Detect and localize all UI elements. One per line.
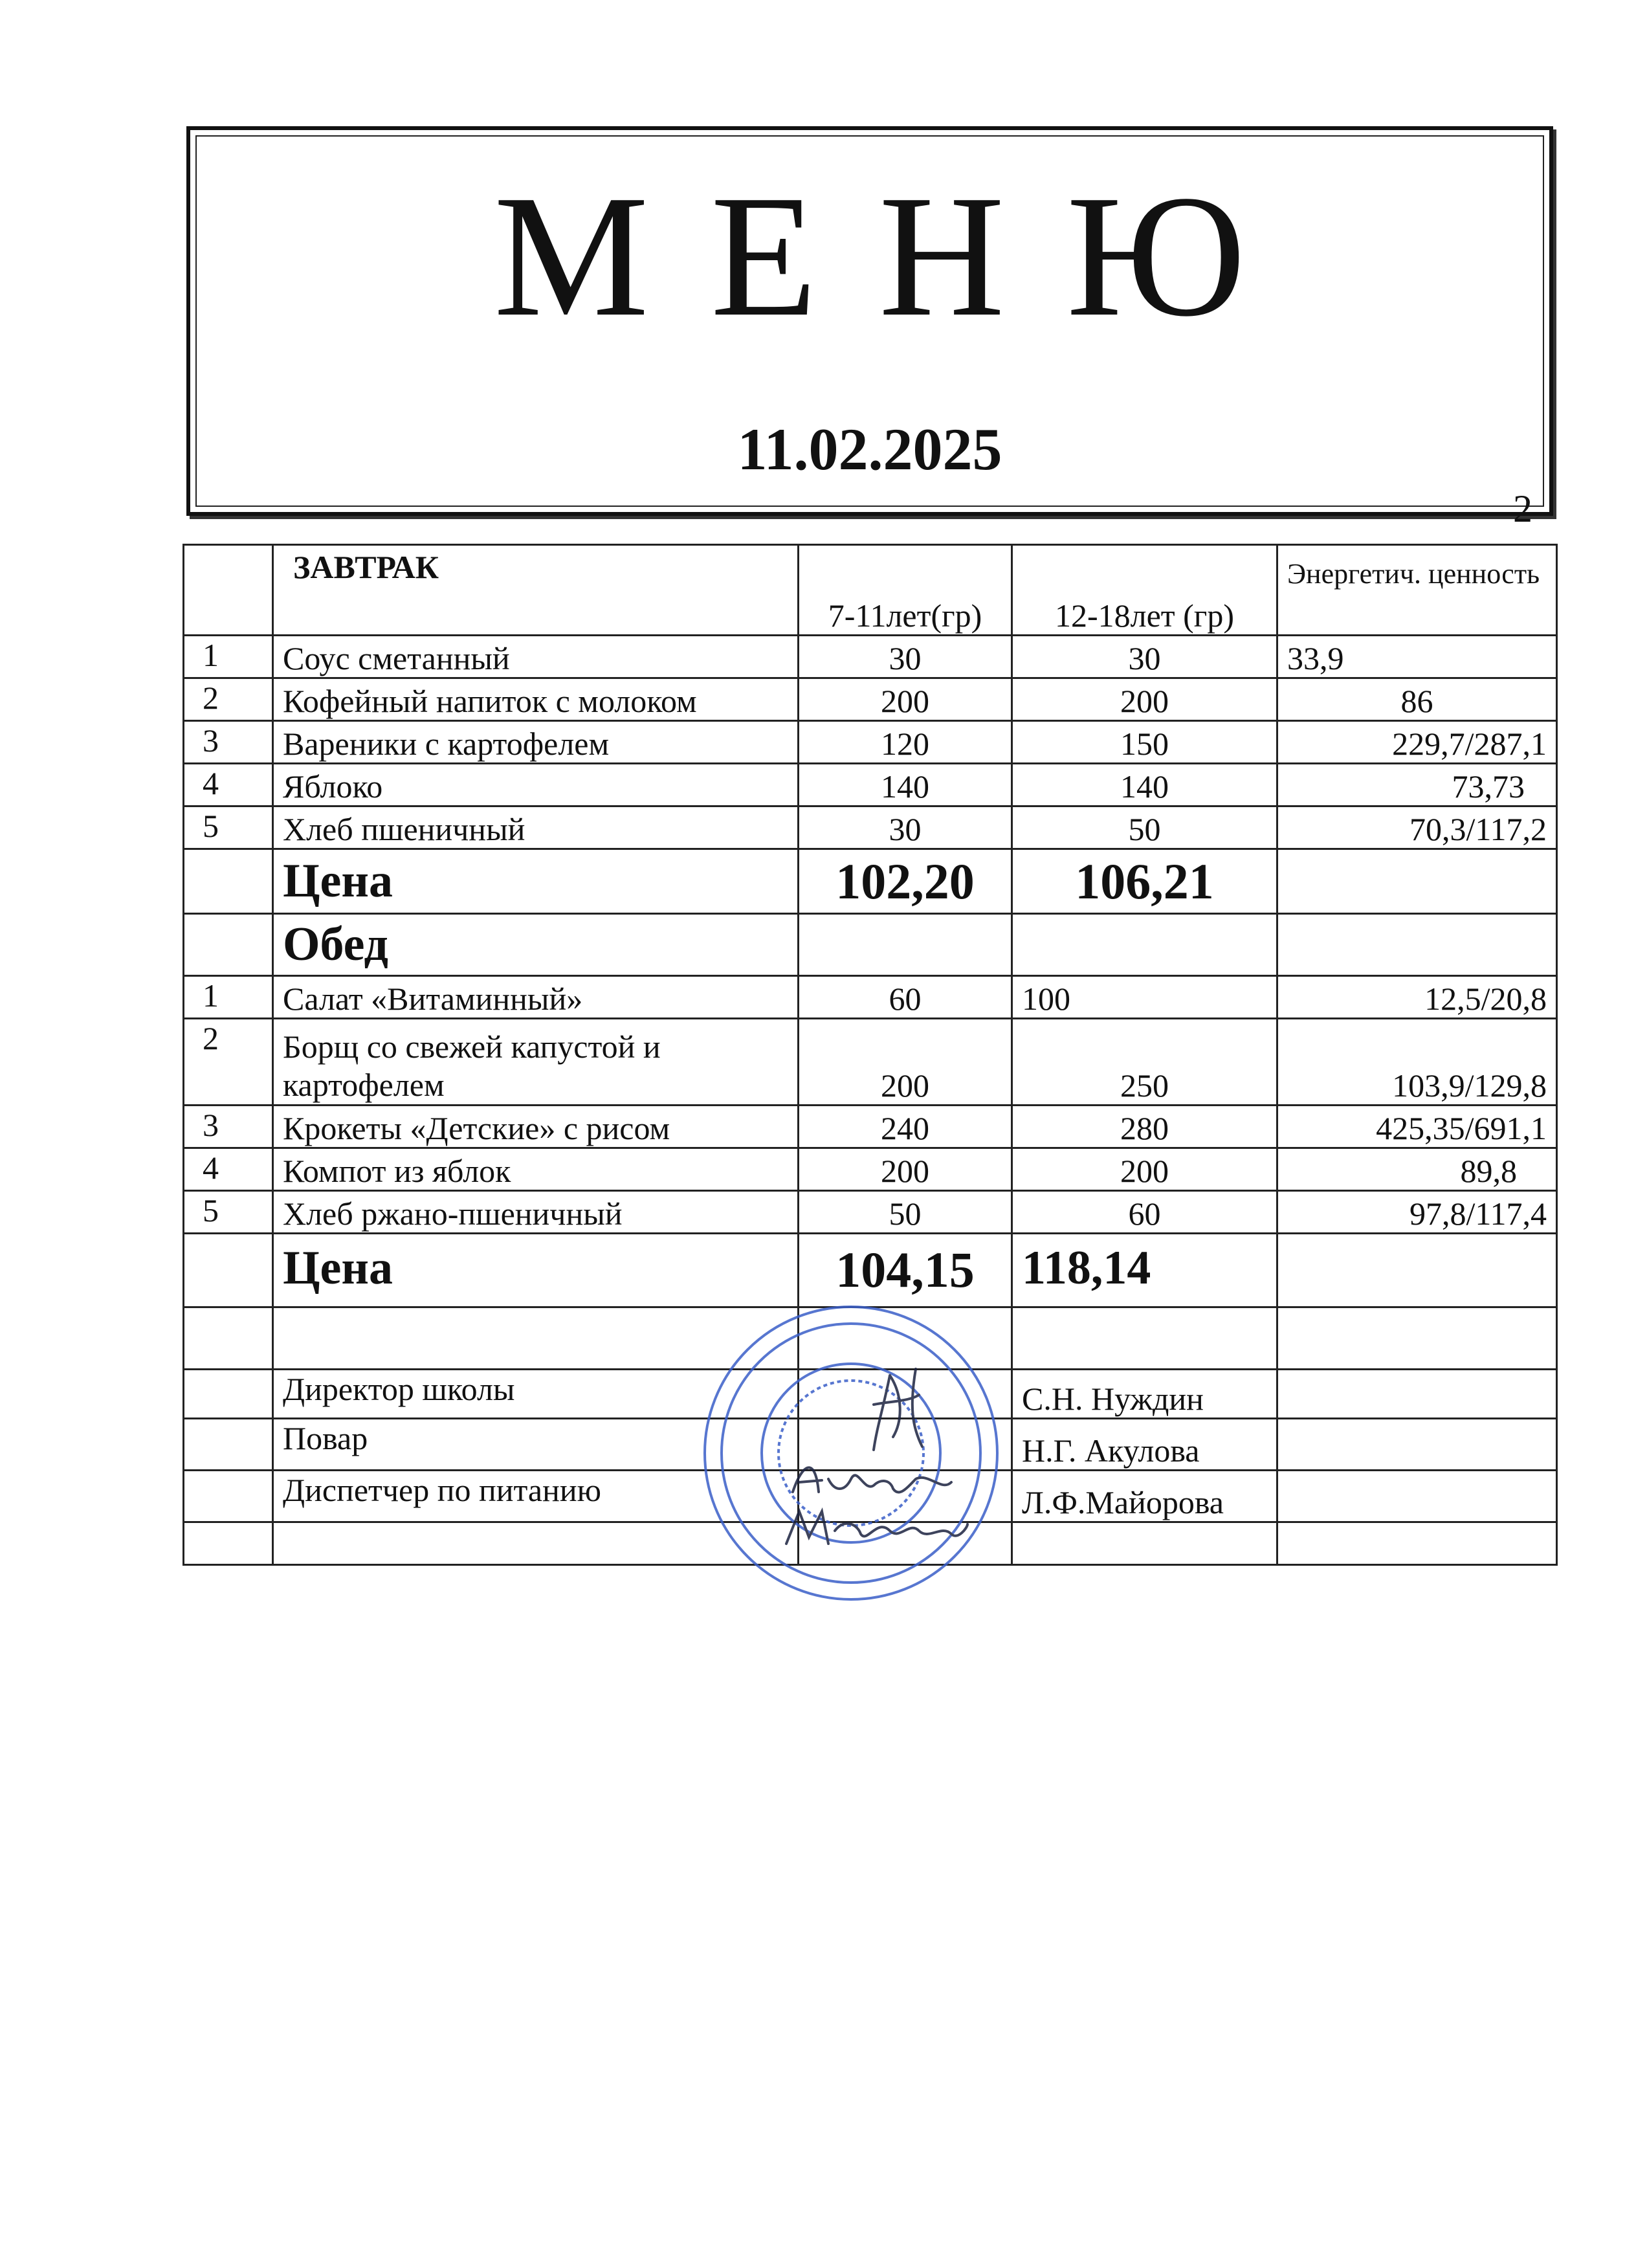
portion-12-18: 250 [1012,1019,1277,1106]
portion-12-18: 30 [1012,636,1277,678]
cell-empty [184,1234,273,1307]
dish-name: Борщ со свежей капустой и картофелем [273,1019,799,1106]
price-12-18: 106,21 [1012,849,1277,914]
dish-name: Компот из яблок [273,1148,799,1191]
cell-empty [184,849,273,914]
energy-value: 89,8 [1277,1148,1557,1191]
row-number: 1 [184,636,273,678]
energy-header: Энергетич. ценность [1277,545,1557,636]
portion-7-11: 30 [799,806,1012,849]
price-label: Цена [273,1234,799,1307]
portion-7-11: 240 [799,1106,1012,1148]
cell-empty [799,914,1012,976]
breakfast-header-row [184,545,1557,636]
row-number: 5 [184,806,273,849]
row-number: 4 [184,1148,273,1191]
price-label: Цена [273,849,799,914]
table-row [184,1019,1557,1106]
page-number: 2 [1513,487,1532,530]
price-7-11: 104,15 [799,1234,1012,1307]
row-number: 3 [184,1106,273,1148]
cook-signature [793,1467,951,1492]
row-number: 4 [184,764,273,806]
signature-name: Н.Г. Акулова [1012,1419,1277,1471]
dish-name: Крокеты «Детские» с рисом [273,1106,799,1148]
signature-role: Диспетчер по питанию [273,1471,799,1522]
portion-12-18: 200 [1012,1148,1277,1191]
portion-12-18: 200 [1012,678,1277,721]
school-stamp-seal [696,1298,1006,1608]
cell-empty [1277,914,1557,976]
portion-12-18: 280 [1012,1106,1277,1148]
dish-name: Кофейный напиток с молоком [273,678,799,721]
breakfast-label: ЗАВТРАК [273,545,799,636]
energy-value: 425,35/691,1 [1277,1106,1557,1148]
cell-empty [1277,849,1557,914]
menu-title: МЕНЮ [493,159,1308,353]
cell-empty [1012,914,1277,976]
breakfast-price-row [184,849,1557,914]
dish-name: Соус сметанный [273,636,799,678]
table-row [184,806,1557,849]
signature-name: С.Н. Нуждин [1012,1370,1277,1419]
cell-empty [1277,1234,1557,1307]
lunch-header-row [184,914,1557,976]
table-row [184,1148,1557,1191]
table-row [184,1191,1557,1234]
dish-name: Вареники с картофелем [273,721,799,764]
portion-7-11: 140 [799,764,1012,806]
energy-value: 229,7/287,1 [1277,721,1557,764]
dish-name: Хлеб пшеничный [273,806,799,849]
energy-value: 12,5/20,8 [1277,976,1557,1019]
portion-7-11: 200 [799,1019,1012,1106]
table-row [184,764,1557,806]
lunch-price-row [184,1234,1557,1307]
signature-role: Повар [273,1419,799,1471]
energy-value: 86 [1277,678,1557,721]
title-box [186,126,1553,516]
portion-7-11: 120 [799,721,1012,764]
energy-value: 103,9/129,8 [1277,1019,1557,1106]
price-12-18: 118,14 [1012,1234,1277,1307]
energy-value: 97,8/117,4 [1277,1191,1557,1234]
cell-empty [184,545,273,636]
row-number: 2 [184,1019,273,1106]
energy-value: 73,73 [1277,764,1557,806]
signature-name: Л.Ф.Майорова [1012,1471,1277,1522]
portion-7-11: 60 [799,976,1012,1019]
portion-12-18: 60 [1012,1191,1277,1234]
dish-name: Яблоко [273,764,799,806]
portion-7-11: 30 [799,636,1012,678]
table-row [184,721,1557,764]
stamp-outer-ring [705,1307,997,1599]
table-row [184,1106,1557,1148]
row-number: 1 [184,976,273,1019]
energy-value: 70,3/117,2 [1277,806,1557,849]
row-number: 5 [184,1191,273,1234]
dish-name: Хлеб ржано-пшеничный [273,1191,799,1234]
col-7-11-header: 7-11лет(гр) [799,545,1012,636]
portion-12-18: 100 [1012,976,1277,1019]
table-row [184,678,1557,721]
portion-7-11: 200 [799,1148,1012,1191]
stamp-inner-dotted-ring [779,1381,923,1526]
signature-role: Директор школы [273,1370,799,1419]
portion-12-18: 150 [1012,721,1277,764]
portion-7-11: 200 [799,678,1012,721]
portion-12-18: 50 [1012,806,1277,849]
energy-value: 33,9 [1277,636,1557,678]
lunch-label: Обед [273,914,799,976]
menu-date: 11.02.2025 [737,416,1002,482]
dish-name: Салат «Витаминный» [273,976,799,1019]
portion-7-11: 50 [799,1191,1012,1234]
price-7-11: 102,20 [799,849,1012,914]
row-number: 2 [184,678,273,721]
table-row [184,976,1557,1019]
cell-empty [184,914,273,976]
row-number: 3 [184,721,273,764]
portion-12-18: 140 [1012,764,1277,806]
director-signature [874,1369,922,1450]
table-row [184,636,1557,678]
col-12-18-header: 12-18лет (гр) [1012,545,1277,636]
stamp-rings [705,1307,997,1599]
